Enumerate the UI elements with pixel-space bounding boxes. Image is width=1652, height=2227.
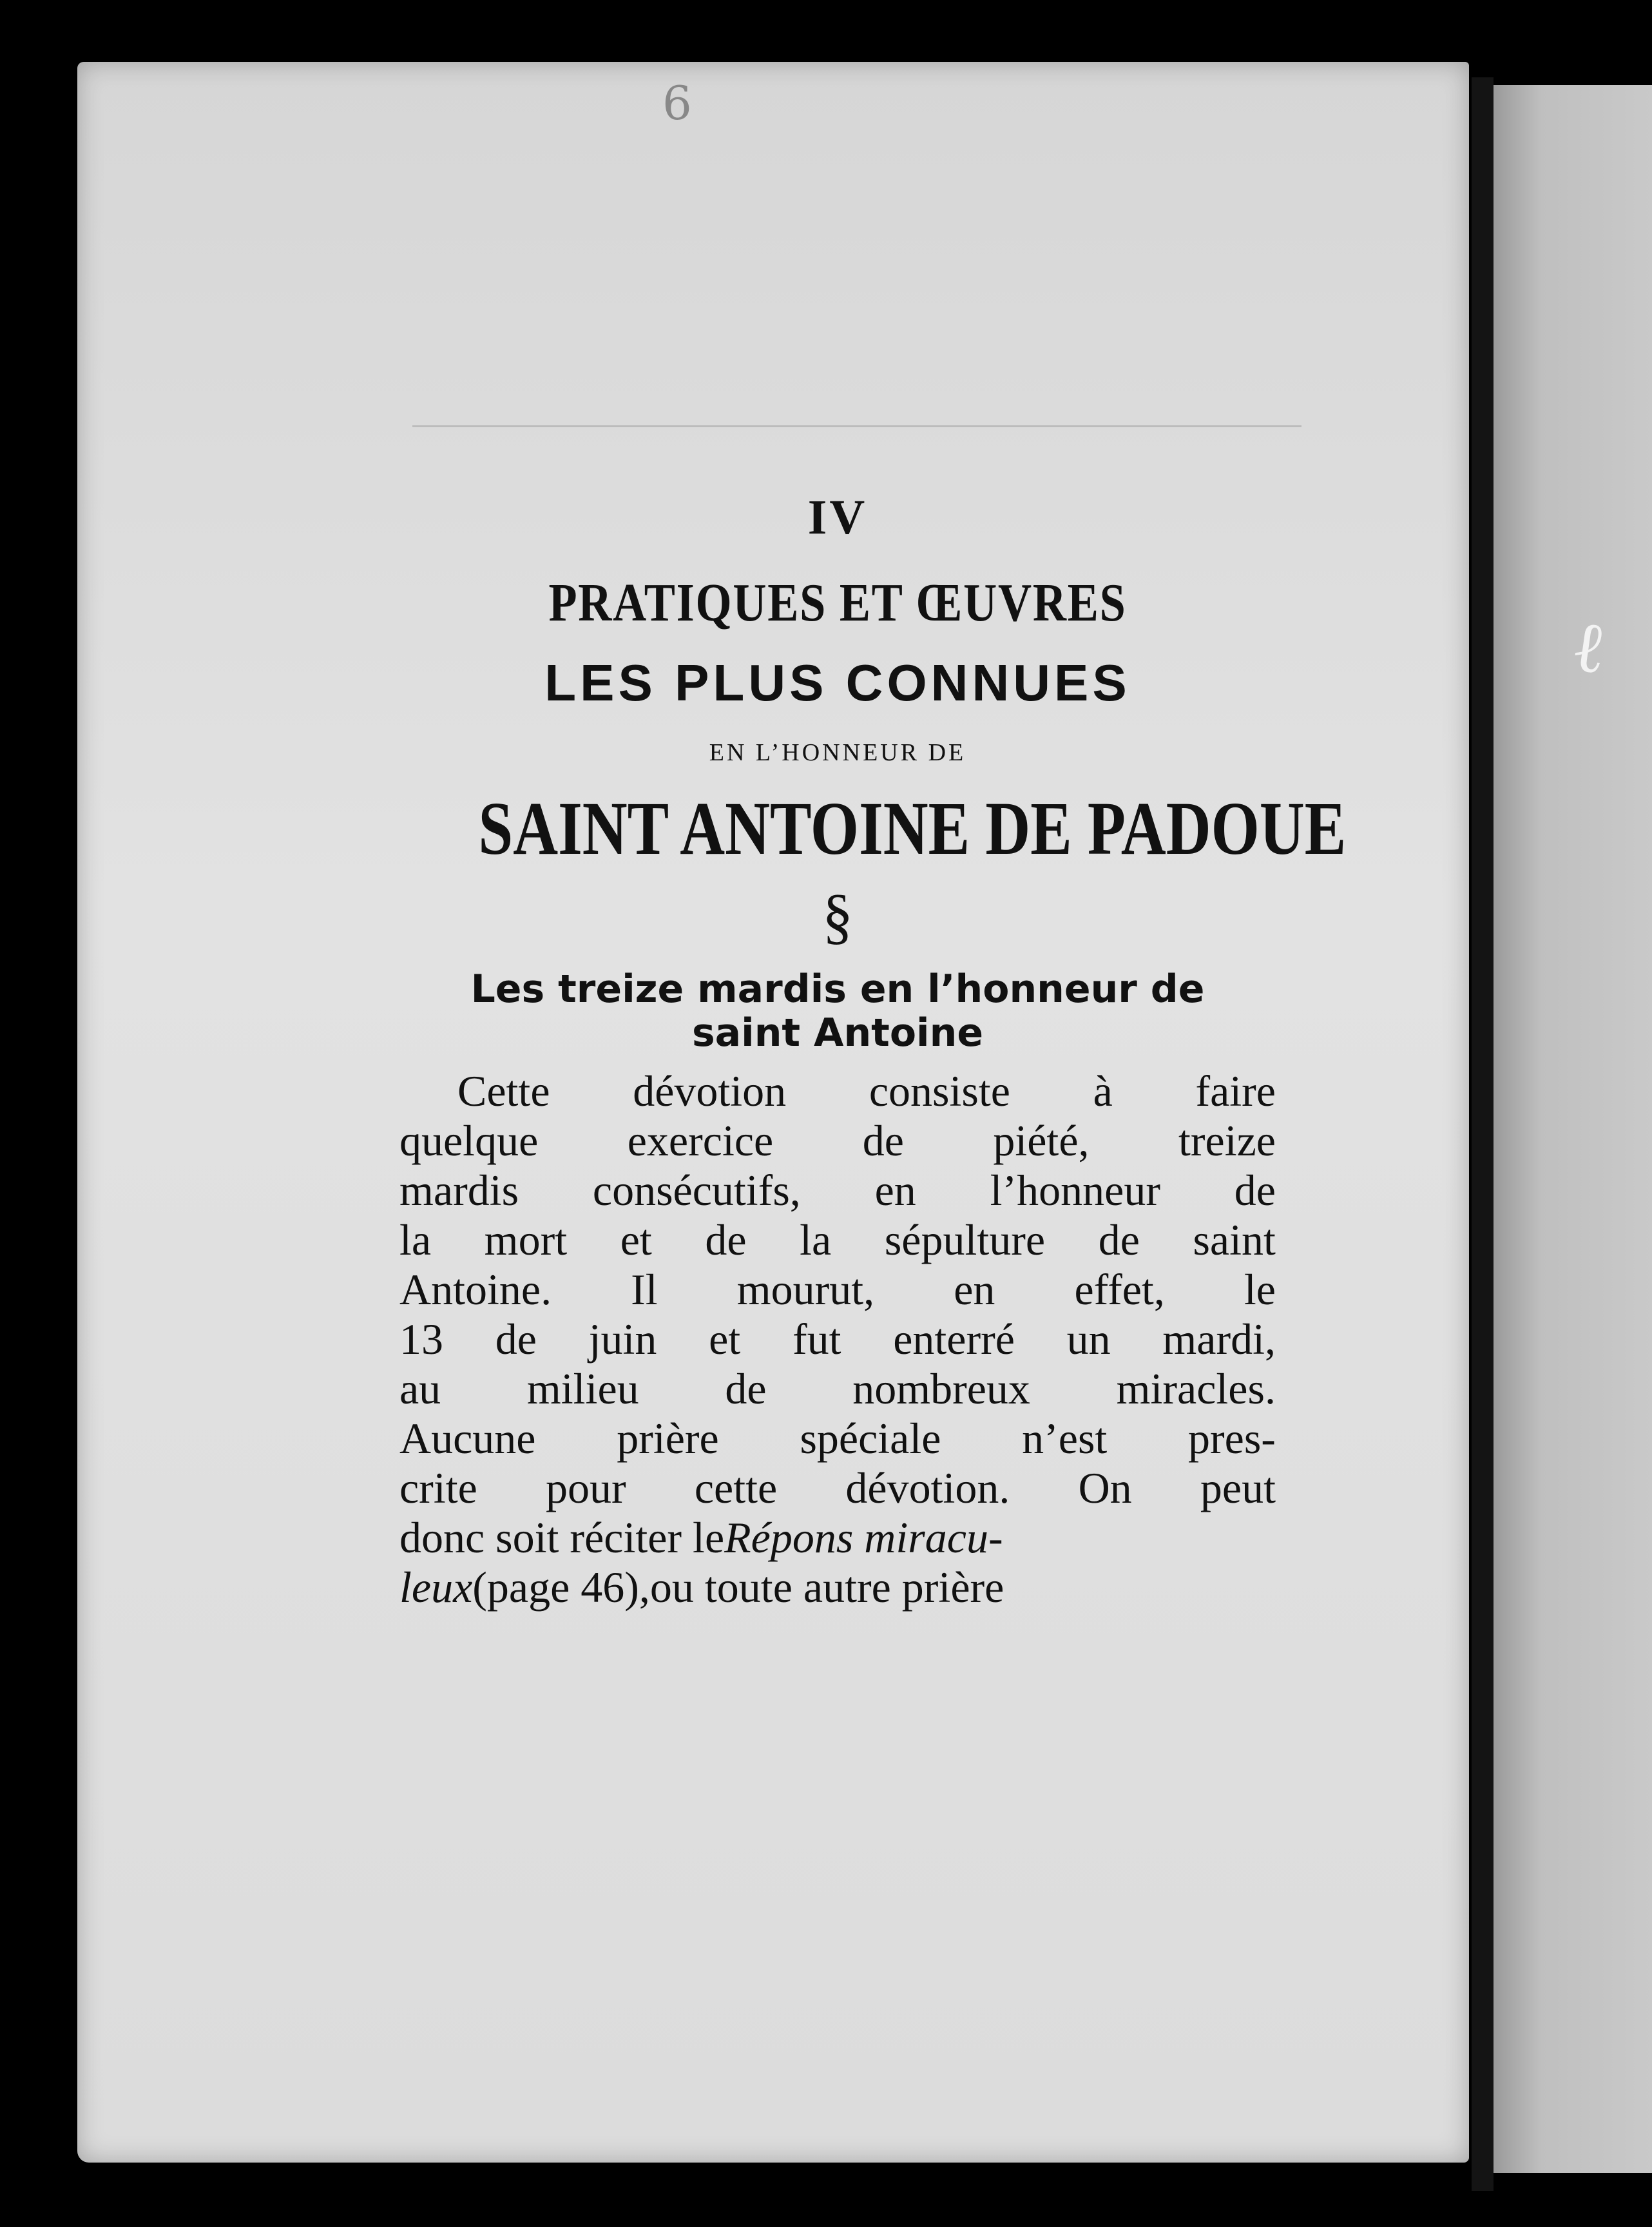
body-text (399, 1066, 1276, 1612)
chapter-title-line4: SAINT ANTOINE DE PADOUE (478, 786, 1347, 871)
body-line-italic: leux (399, 1563, 473, 1612)
body-line: quelque exercice de piété, treize (399, 1116, 1276, 1165)
body-line-text: donc soit réciter le (399, 1513, 725, 1562)
body-line: crite pour cette dévotion. On peut (399, 1463, 1276, 1512)
book-gutter (1472, 77, 1494, 2191)
body-line: Aucune prière spéciale n’est pres- (399, 1414, 1276, 1463)
body-line: 13 de juin et fut enterré un mardi, (399, 1315, 1276, 1364)
body-line-italic: Répons miracu- (724, 1513, 1003, 1562)
chapter-title-line3: EN L’HONNEUR DE (709, 739, 966, 766)
body-line-text: (page 46),ou toute autre prière (472, 1563, 1004, 1612)
body-line: au milieu de nombreux miracles. (399, 1364, 1276, 1413)
margin-pencil-mark: ℓ (1566, 603, 1612, 691)
show-through-rule (412, 425, 1301, 427)
body-line: la mort et de la sépulture de saint (399, 1215, 1276, 1264)
section-heading-line1: Les treize mardis en l’honneur de (470, 967, 1205, 1012)
section-heading-line2: saint Antoine (691, 1010, 984, 1056)
body-line (399, 1513, 1276, 1563)
body-line: mardis consécutifs, en l’honneur de (399, 1166, 1276, 1215)
facing-page (1494, 85, 1652, 2173)
body-line: Cette dévotion consiste à faire (457, 1066, 1276, 1115)
chapter-title-line2: LES PLUS CONNUES (544, 654, 1131, 711)
section-mark: § (822, 882, 853, 950)
pencil-mark: 6 (662, 76, 692, 130)
page-content (399, 490, 1347, 1612)
section-heading (399, 967, 1276, 1055)
chapter-title-line1: PRATIQUES ET ŒUVRES (548, 573, 1127, 633)
chapter-number: IV (807, 490, 868, 545)
body-line (399, 1563, 1276, 1612)
body-line: Antoine. Il mourut, en effet, le (399, 1265, 1276, 1314)
